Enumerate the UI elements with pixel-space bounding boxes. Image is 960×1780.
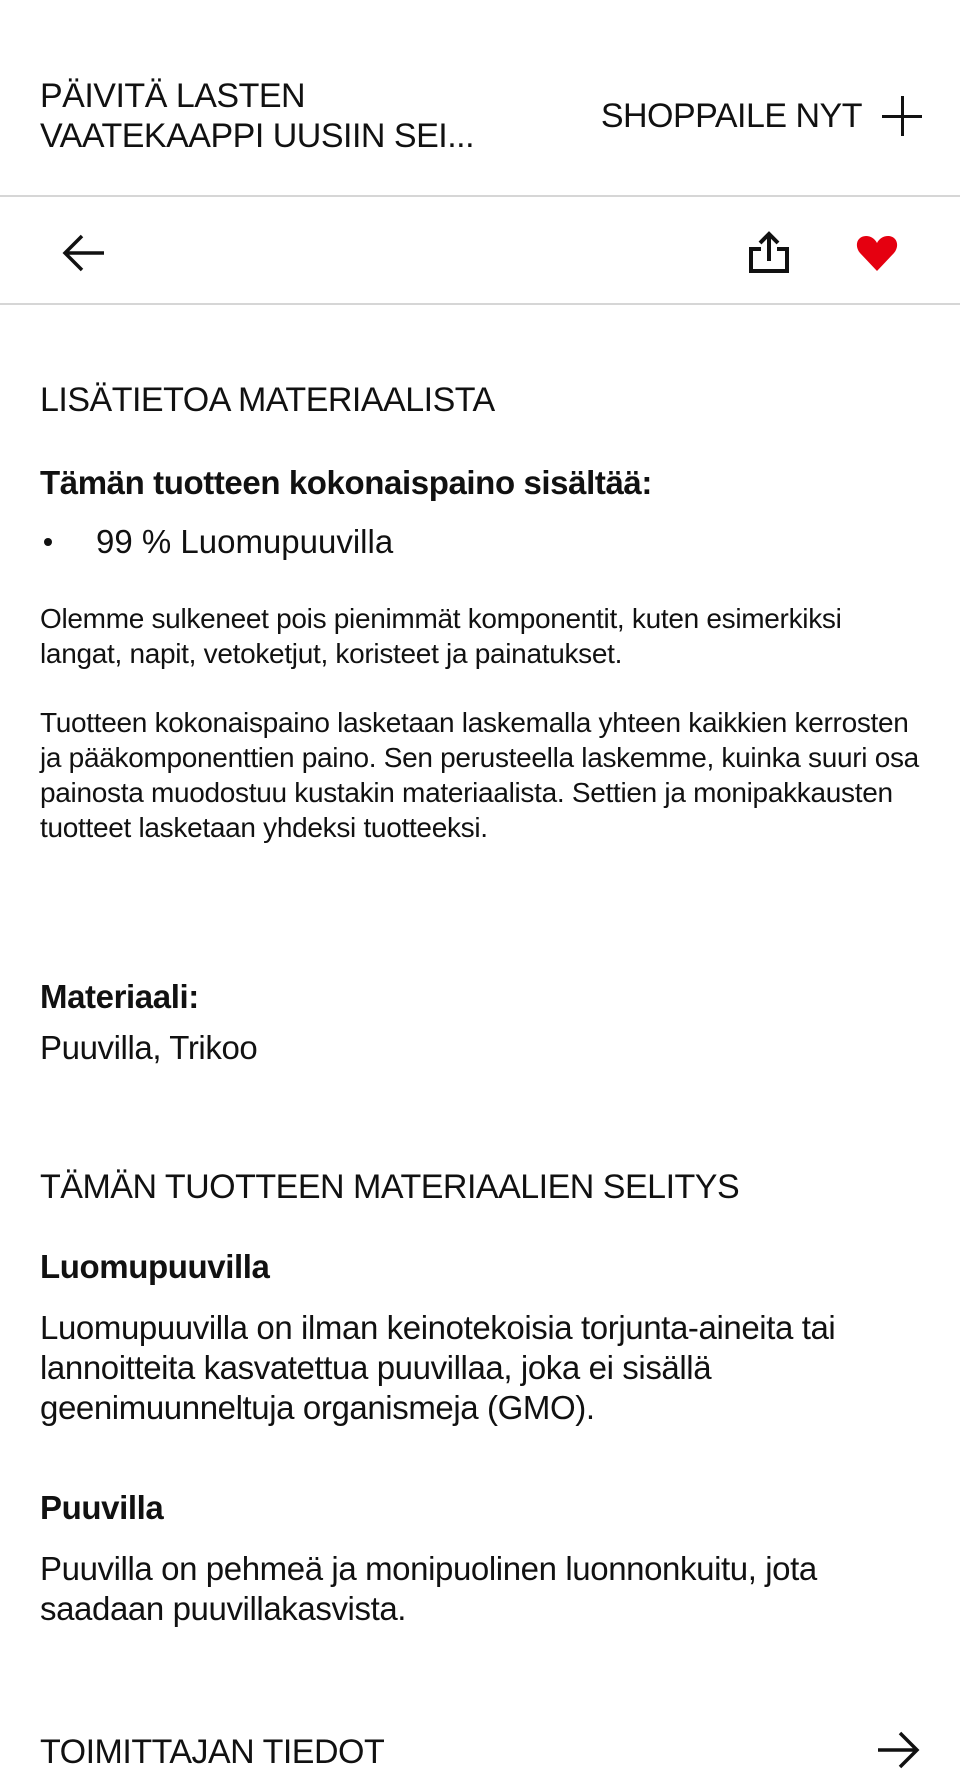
bullet-icon bbox=[44, 538, 52, 546]
plus-icon bbox=[882, 96, 922, 136]
back-button[interactable] bbox=[56, 225, 112, 281]
composition-item bbox=[40, 522, 393, 562]
top-toolbar bbox=[0, 199, 960, 305]
share-button[interactable] bbox=[741, 225, 797, 281]
promo-title[interactable]: PÄIVITÄ LASTEN VAATEKAAPPI UUSIIN SEI... bbox=[40, 77, 475, 155]
promo-banner bbox=[0, 0, 960, 197]
supplier-info-label: TOIMITTAJAN TIEDOT bbox=[40, 1733, 385, 1771]
heart-filled-icon bbox=[855, 233, 899, 273]
explanation-name: Puuvilla bbox=[40, 1489, 164, 1526]
composition-item-text: 99 % Luomupuuvilla bbox=[96, 523, 394, 560]
explanation-description: Luomupuuvilla on ilman keinotekoisia torjunta-aineita tai lannoitteita kasvatettua puuvillaa, joka ei sisällä geenimuunneltuja organismeja (GMO). bbox=[40, 1309, 836, 1426]
material-explanations-title: TÄMÄN TUOTTEEN MATERIAALIEN SELITYS bbox=[40, 1168, 740, 1206]
material-value: Puuvilla, Trikoo bbox=[40, 1029, 258, 1066]
shop-now-button[interactable] bbox=[601, 96, 922, 136]
material-info-title: LISÄTIETOA MATERIAALISTA bbox=[40, 381, 495, 419]
exclusion-note: Olemme sulkeneet pois pienimmät komponentit, kuten esimerkiksi langat, napit, vetoketjut, koristeet ja painatukset. bbox=[40, 603, 842, 669]
composition-heading: Tämän tuotteen kokonaispaino sisältää: bbox=[40, 464, 652, 501]
arrow-right-icon bbox=[876, 1730, 922, 1770]
weight-calculation-note: Tuotteen kokonaispaino lasketaan laskemalla yhteen kaikkien kerrosten ja pääkomponenttien paino. Sen perusteella laskemme, kuinka suuri osa painosta muodostuu kustakin materiaalista. Settien ja monipakkausten tuotteet lasketaan yhdeksi tuotteeksi. bbox=[40, 707, 919, 843]
explanation-name: Luomupuuvilla bbox=[40, 1248, 270, 1285]
material-label: Materiaali: bbox=[40, 978, 199, 1015]
explanation-description: Puuvilla on pehmeä ja monipuolinen luonnonkuitu, jota saadaan puuvillakasvista. bbox=[40, 1550, 817, 1627]
favorite-button[interactable] bbox=[849, 225, 905, 281]
arrow-left-icon bbox=[62, 233, 106, 273]
shop-now-label: SHOPPAILE NYT bbox=[600, 97, 862, 135]
supplier-info-link[interactable] bbox=[0, 1720, 960, 1780]
share-icon bbox=[747, 231, 791, 275]
